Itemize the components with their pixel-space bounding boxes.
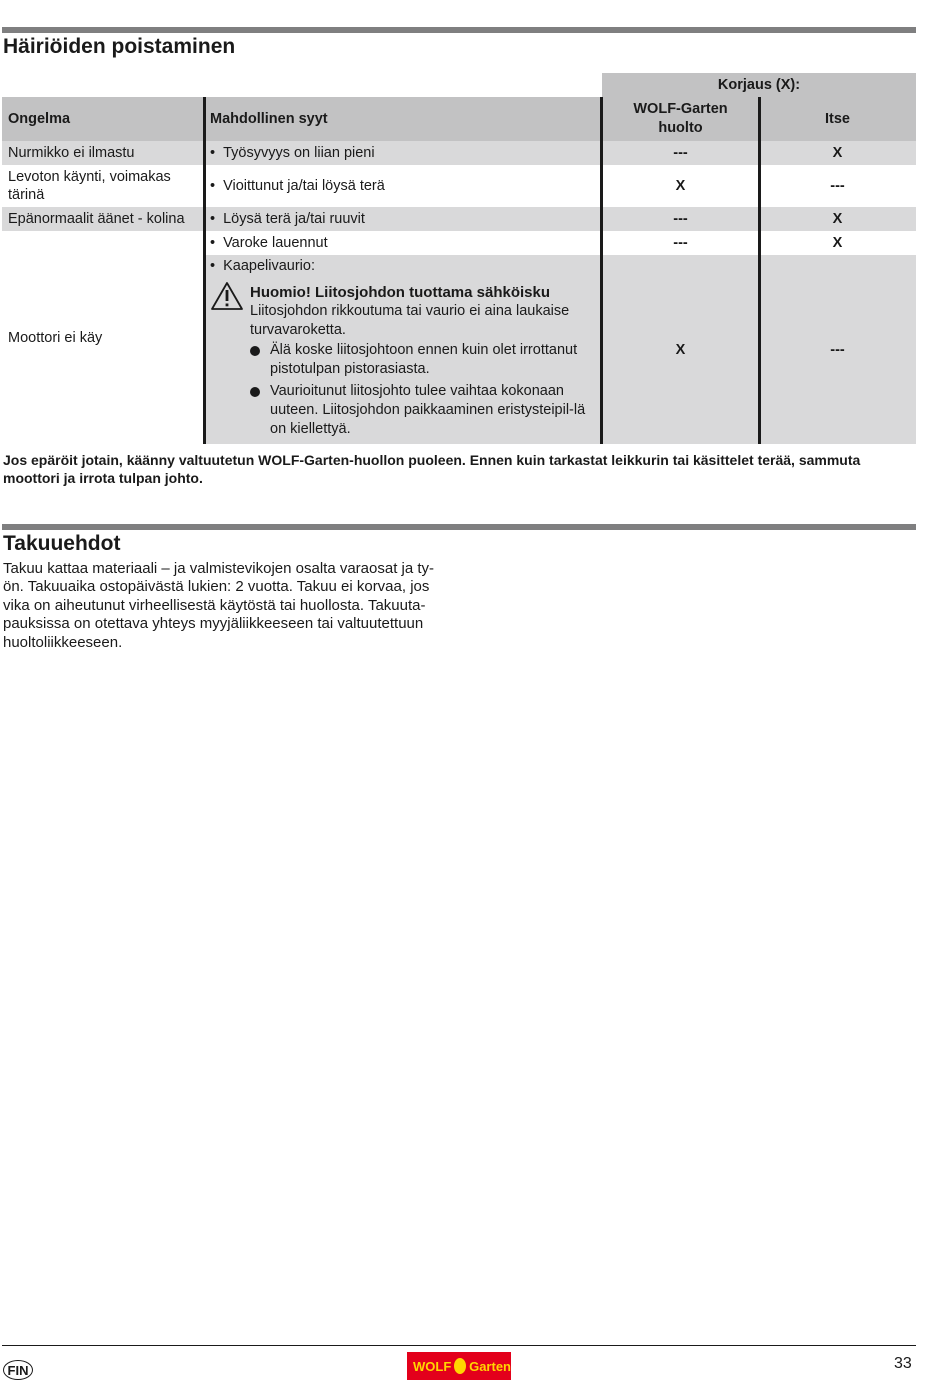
- cable-cause: [210, 257, 600, 276]
- row1-self: [759, 141, 916, 165]
- row2-self-text: ---: [830, 178, 845, 194]
- warning-point-2: [250, 382, 600, 439]
- header-cause: [204, 97, 602, 141]
- row5-service: [602, 255, 759, 444]
- row2-problem: [8, 165, 198, 207]
- header-group-repair: [602, 73, 916, 97]
- row2-problem-text: Levoton käynti, voimakas tärinä: [8, 169, 171, 203]
- row4-problem: [8, 231, 198, 444]
- row4-self: [759, 231, 916, 255]
- header-problem-label: Ongelma: [8, 111, 71, 127]
- bullet-dot-icon: [250, 387, 260, 397]
- row4-problem-text: Moottori ei käy: [8, 329, 103, 346]
- warning-point-1-text: Älä koske liitosjohtoon ennen kuin olet irrottanut pistotulpan pistorasiasta.: [270, 342, 578, 377]
- footer-rule: [2, 1345, 916, 1346]
- row3-service: [602, 207, 759, 231]
- section-title-troubleshooting: Häiriöiden poistaminen: [3, 35, 236, 58]
- header-cause-label: Mahdollinen syyt: [210, 111, 328, 127]
- row3-self-text: X: [832, 211, 843, 227]
- header-group-label: Korjaus (X):: [717, 77, 801, 93]
- row4-self-text: X: [832, 235, 843, 251]
- logo-garten-text: Garten: [469, 1358, 511, 1374]
- language-badge: FIN: [3, 1360, 33, 1380]
- cable-cause-text: Kaapelivaurio:: [223, 258, 315, 274]
- row2-self: [759, 165, 916, 207]
- row3-problem: [8, 207, 204, 231]
- row3-self: [759, 207, 916, 231]
- row5-service-text: X: [675, 341, 686, 358]
- header-service-label: WOLF-Garten huolto: [633, 101, 728, 136]
- section-rule-warranty: [2, 524, 916, 530]
- row1-self-text: X: [832, 145, 843, 161]
- row2-service: [602, 165, 759, 207]
- row1-cause: [210, 141, 600, 165]
- row4-cause-text: • Varoke lauennut: [223, 235, 328, 251]
- row1-cause-text: • Työsyvyys on liian pieni: [223, 145, 375, 161]
- column-divider-1: [203, 97, 206, 444]
- row2-cause-text: • Vioittunut ja/tai löysä terä: [223, 178, 385, 194]
- column-divider-3: [758, 97, 761, 444]
- row2-service-text: X: [675, 178, 686, 194]
- row1-service: [602, 141, 759, 165]
- logo-wolf-text: WOLF: [413, 1358, 452, 1374]
- warning-title: Huomio! Liitosjohdon tuottama sähköisku: [250, 284, 550, 301]
- row4-cause: [210, 231, 600, 255]
- section-title-warranty: Takuuehdot: [3, 532, 121, 555]
- row5-self: [759, 255, 916, 444]
- row3-service-text: ---: [673, 211, 688, 227]
- warning-block: [210, 283, 600, 439]
- row4-service: [602, 231, 759, 255]
- warning-point-2-text: Vaurioitunut liitosjohto tulee vaihtaa kokonaan uuteen. Liitosjohdon paikkaaminen eristysteipil-lä on kiellettyä.: [270, 383, 586, 437]
- wolf-garten-logo: [407, 1352, 511, 1380]
- page-number: 33: [894, 1355, 912, 1372]
- header-service: [602, 97, 759, 141]
- warning-point-1: [250, 341, 600, 379]
- bullet-dot-icon: [250, 346, 260, 356]
- row1-service-text: ---: [673, 145, 688, 161]
- header-self: [759, 97, 916, 141]
- row1-problem-text: Nurmikko ei ilmastu: [8, 145, 135, 161]
- row5-self-text: ---: [830, 341, 845, 358]
- row1-problem: [8, 141, 198, 165]
- warning-triangle-icon: [210, 281, 244, 311]
- row5-cause: [210, 255, 600, 444]
- column-divider-2: [600, 97, 603, 444]
- row3-cause-text: • Löysä terä ja/tai ruuvit: [223, 211, 365, 227]
- header-self-label: Itse: [825, 111, 850, 127]
- row2-cause: [210, 165, 600, 207]
- row4-service-text: ---: [673, 235, 688, 251]
- section-rule-top: [2, 27, 916, 33]
- warning-text: Liitosjohdon rikkoutuma tai vaurio ei aina laukaise turvavaroketta.: [250, 303, 570, 338]
- warranty-text: Takuu kattaa materiaali – ja valmistevikojen osalta varaosat ja ty-ön. Takuuaika ostopäivästä lukien: 2 vuotta. Takuu ei korvaa, jos vika on aiheutunut virheellisestä käytöstä tai huollosta. Takuuta-pauksissa on otettava yhteys myyjäliikkeeseen tai valtuutettuun huoltoliikkeeseen.: [3, 560, 435, 651]
- row3-cause: [210, 207, 600, 231]
- troubleshooting-note: Jos epäröit jotain, käänny valtuutetun WOLF-Garten-huollon puoleen. Ennen kuin tarkastat leikkurin tai käsittelet terää, sammuta moottori ja irrota tulpan johto.: [3, 452, 861, 486]
- row3-problem-text: Epänormaalit äänet - kolina: [8, 211, 185, 227]
- fox-logo-icon: [454, 1358, 466, 1374]
- header-problem: [2, 97, 204, 141]
